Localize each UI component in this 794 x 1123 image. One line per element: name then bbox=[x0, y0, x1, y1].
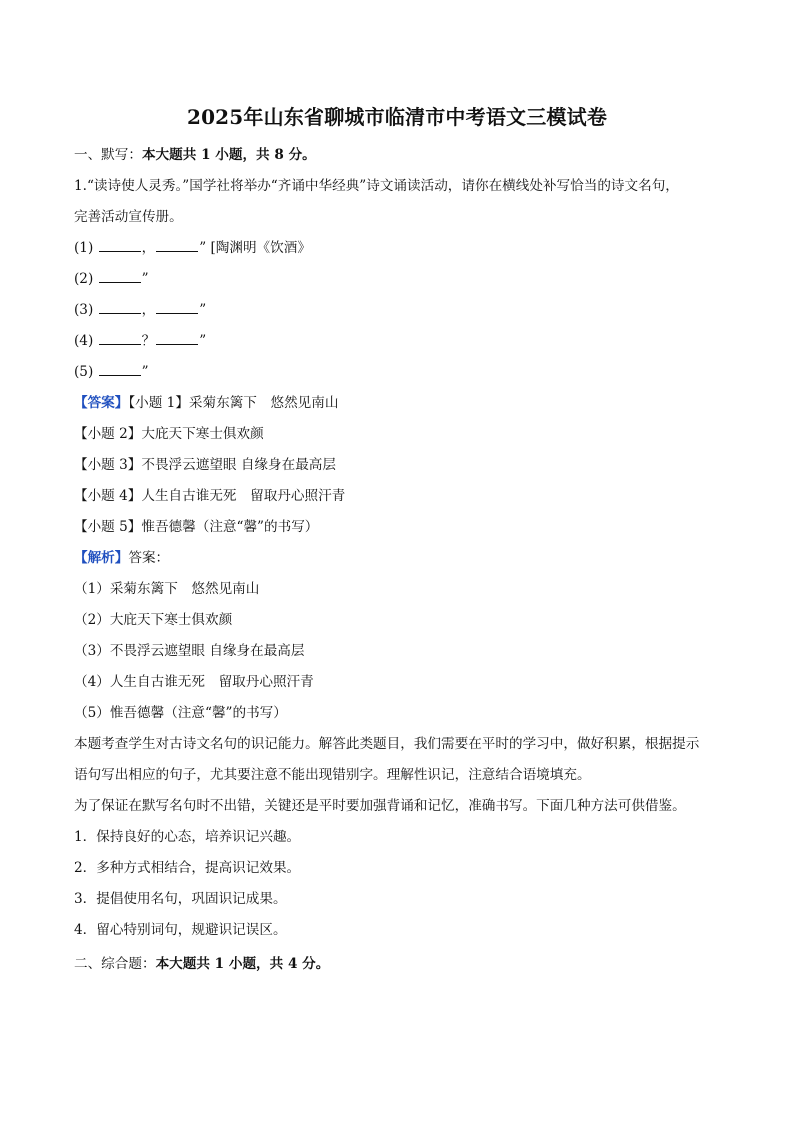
answer-text: 采菊东篱下 悠然见南山 bbox=[188, 395, 339, 411]
answer-label: 【小题 3】 bbox=[74, 457, 142, 473]
answer-blank[interactable] bbox=[99, 330, 141, 345]
answer-text: 大庇天下寒士俱欢颜 bbox=[141, 426, 264, 442]
answer-item-4 bbox=[74, 485, 734, 507]
item-separator: ， bbox=[141, 240, 156, 256]
analysis-paragraph-2: 为了保证在默写名句时不出错，关键还是平时要加强背诵和记忆，准确书写。下面几种方法可供借鉴。 bbox=[74, 798, 686, 814]
question-item-4 bbox=[74, 330, 734, 352]
analysis-lead: 答案： bbox=[128, 550, 170, 566]
answer-label: 【小题 4】 bbox=[74, 488, 142, 504]
answer-item-5 bbox=[74, 516, 734, 538]
section-heading-dictation bbox=[74, 144, 734, 166]
analysis-paragraph-1-line-1: 本题考查学生对古诗文名句的识记能力。解答此类题目，我们需要在平时的学习中，做好积累，根据提示 bbox=[74, 736, 700, 752]
tip-item: 1．保持良好的心态，培养识记兴趣。 bbox=[74, 829, 301, 845]
answer-tag: 【答案】 bbox=[74, 395, 129, 411]
section-lead: 一、默写： bbox=[74, 147, 142, 163]
section-lead: 二、综合题： bbox=[74, 956, 156, 972]
answer-text: 不畏浮云遮望眼 自缘身在最高层 bbox=[141, 457, 336, 473]
answer-blank[interactable] bbox=[156, 330, 198, 345]
item-number: (4) bbox=[74, 333, 94, 349]
answer-label: 【小题 1】 bbox=[128, 395, 189, 411]
section-info: 本大题共 1 小题，共 4 分。 bbox=[155, 956, 330, 972]
tip-item: 3．提倡使用名句，巩固识记成果。 bbox=[74, 891, 287, 907]
section-heading-comprehensive bbox=[74, 953, 734, 975]
question-item-1 bbox=[74, 237, 734, 259]
answer-item-3 bbox=[74, 454, 734, 476]
item-end-quote: ” bbox=[141, 271, 149, 287]
question-text-line-1: 1.“读诗使人灵秀。”国学社将举办“齐诵中华经典”诗文诵读活动，请你在横线处补写恰当的诗文名句， bbox=[74, 178, 679, 194]
item-separator: ？ bbox=[141, 333, 156, 349]
analysis-item-4: （4）人生自古谁无死 留取丹心照汗青 bbox=[74, 674, 314, 690]
tip-item: 4．留心特别词句，规避识记误区。 bbox=[74, 922, 287, 938]
analysis-tag: 【解析】 bbox=[74, 550, 129, 566]
tip-item: 2．多种方式相结合，提高识记效果。 bbox=[74, 860, 301, 876]
analysis-item-3: （3）不畏浮云遮望眼 自缘身在最高层 bbox=[74, 643, 305, 659]
item-end-quote: ” bbox=[199, 302, 207, 318]
answer-text: 惟吾德馨（注意“馨”的书写） bbox=[141, 519, 319, 535]
analysis-item-5: （5）惟吾德馨（注意“馨”的书写） bbox=[74, 705, 287, 721]
answer-blank[interactable] bbox=[156, 299, 198, 314]
section-info: 本大题共 1 小题，共 8 分。 bbox=[141, 147, 316, 163]
analysis-item-1: （1）采菊东篱下 悠然见南山 bbox=[74, 581, 260, 597]
answer-item-1 bbox=[74, 392, 734, 414]
item-number: (5) bbox=[74, 364, 94, 380]
question-item-3 bbox=[74, 299, 734, 321]
item-source: [陶渊明《饮酒》 bbox=[210, 240, 311, 256]
answer-blank[interactable] bbox=[99, 299, 141, 314]
analysis-paragraph-1-line-2: 语句写出相应的句子，尤其要注意不能出现错别字。理解性识记，注意结合语境填充。 bbox=[74, 767, 591, 783]
analysis-heading bbox=[74, 547, 734, 569]
page-title: 2025年山东省聊城市临清市中考语文三模试卷 bbox=[186, 105, 608, 129]
analysis-item-2: （2）大庇天下寒士俱欢颜 bbox=[74, 612, 233, 628]
answer-text: 人生自古谁无死 留取丹心照汗青 bbox=[141, 488, 346, 504]
item-end-quote: ” bbox=[199, 333, 207, 349]
item-number: (1) bbox=[74, 240, 94, 256]
item-end-quote: ” bbox=[199, 240, 207, 256]
answer-item-2 bbox=[74, 423, 734, 445]
answer-label: 【小题 5】 bbox=[74, 519, 142, 535]
question-text-line-2: 完善活动宣传册。 bbox=[74, 209, 183, 225]
answer-blank[interactable] bbox=[99, 237, 141, 252]
answer-blank[interactable] bbox=[99, 268, 141, 283]
answer-label: 【小题 2】 bbox=[74, 426, 142, 442]
item-separator: ， bbox=[141, 302, 156, 318]
question-item-5 bbox=[74, 361, 734, 383]
answer-blank[interactable] bbox=[99, 361, 141, 376]
item-number: (2) bbox=[74, 271, 94, 287]
item-end-quote: ” bbox=[141, 364, 149, 380]
answer-blank[interactable] bbox=[156, 237, 198, 252]
question-item-2 bbox=[74, 268, 734, 290]
item-number: (3) bbox=[74, 302, 94, 318]
